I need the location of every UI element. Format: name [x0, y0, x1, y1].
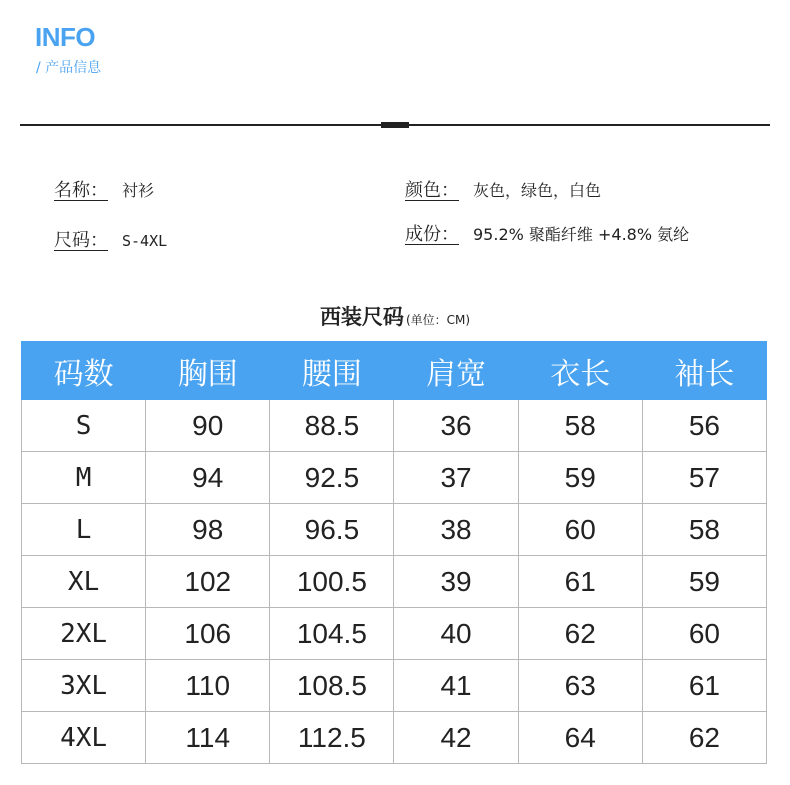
table-cell: XL	[22, 556, 146, 608]
table-cell: 59	[642, 556, 766, 608]
table-cell: 92.5	[270, 452, 394, 504]
size-table-title-text: 西装尺码	[319, 305, 404, 329]
table-cell: 112.5	[270, 712, 394, 764]
table-row	[22, 400, 767, 452]
header-cell: 腰围	[270, 342, 394, 400]
table-cell: 94	[146, 452, 270, 504]
table-cell: 61	[518, 556, 642, 608]
header-cell: 胸围	[146, 342, 270, 400]
table-cell: 4XL	[22, 712, 146, 764]
table-cell: 38	[394, 504, 518, 556]
info-heading: INFO	[35, 22, 96, 52]
table-cell: 37	[394, 452, 518, 504]
product-name-value: 衬衫	[122, 181, 155, 200]
product-name-field	[54, 176, 154, 202]
size-table-unit: (单位：CM)	[405, 313, 471, 327]
product-size-value: S-4XL	[122, 232, 168, 250]
table-cell: 60	[518, 504, 642, 556]
table-cell: 98	[146, 504, 270, 556]
table-row	[22, 556, 767, 608]
table-cell: 36	[394, 400, 518, 452]
table-row	[22, 452, 767, 504]
table-cell: 96.5	[270, 504, 394, 556]
table-cell: 2XL	[22, 608, 146, 660]
product-color-value: 灰色，绿色，白色	[473, 181, 602, 200]
product-material-field	[405, 220, 689, 246]
product-size-field	[54, 226, 167, 252]
table-cell: 88.5	[270, 400, 394, 452]
table-cell: 102	[146, 556, 270, 608]
table-cell: 63	[518, 660, 642, 712]
table-cell: 59	[518, 452, 642, 504]
table-cell: 58	[518, 400, 642, 452]
product-material-label: 成份：	[405, 224, 459, 245]
table-cell: 41	[394, 660, 518, 712]
table-cell: 57	[642, 452, 766, 504]
divider-accent	[381, 122, 409, 128]
product-color-label: 颜色：	[405, 180, 459, 201]
table-row	[22, 504, 767, 556]
table-cell: 39	[394, 556, 518, 608]
table-cell: 60	[642, 608, 766, 660]
header-cell: 袖长	[642, 342, 766, 400]
table-row	[22, 608, 767, 660]
product-material-value: 95.2% 聚酯纤维 +4.8% 氨纶	[473, 225, 690, 244]
table-cell: S	[22, 400, 146, 452]
table-row	[22, 660, 767, 712]
table-cell: 64	[518, 712, 642, 764]
table-cell: 114	[146, 712, 270, 764]
table-cell: 42	[394, 712, 518, 764]
table-cell: L	[22, 504, 146, 556]
table-row	[22, 712, 767, 764]
table-cell: 110	[146, 660, 270, 712]
table-cell: 3XL	[22, 660, 146, 712]
product-size-label: 尺码：	[54, 230, 108, 251]
size-table-title	[0, 301, 790, 331]
table-cell: 90	[146, 400, 270, 452]
table-cell: 104.5	[270, 608, 394, 660]
header-cell: 码数	[22, 342, 146, 400]
table-cell: M	[22, 452, 146, 504]
table-cell: 106	[146, 608, 270, 660]
table-cell: 40	[394, 608, 518, 660]
size-table-header-row	[22, 342, 767, 400]
table-cell: 56	[642, 400, 766, 452]
table-cell: 61	[642, 660, 766, 712]
header-cell: 肩宽	[394, 342, 518, 400]
product-name-label: 名称：	[54, 180, 108, 201]
table-cell: 108.5	[270, 660, 394, 712]
table-cell: 62	[642, 712, 766, 764]
product-color-field	[405, 176, 601, 202]
info-subheading: / 产品信息	[36, 60, 102, 76]
size-table	[21, 341, 767, 764]
table-cell: 100.5	[270, 556, 394, 608]
header-cell: 衣长	[518, 342, 642, 400]
table-cell: 58	[642, 504, 766, 556]
table-cell: 62	[518, 608, 642, 660]
